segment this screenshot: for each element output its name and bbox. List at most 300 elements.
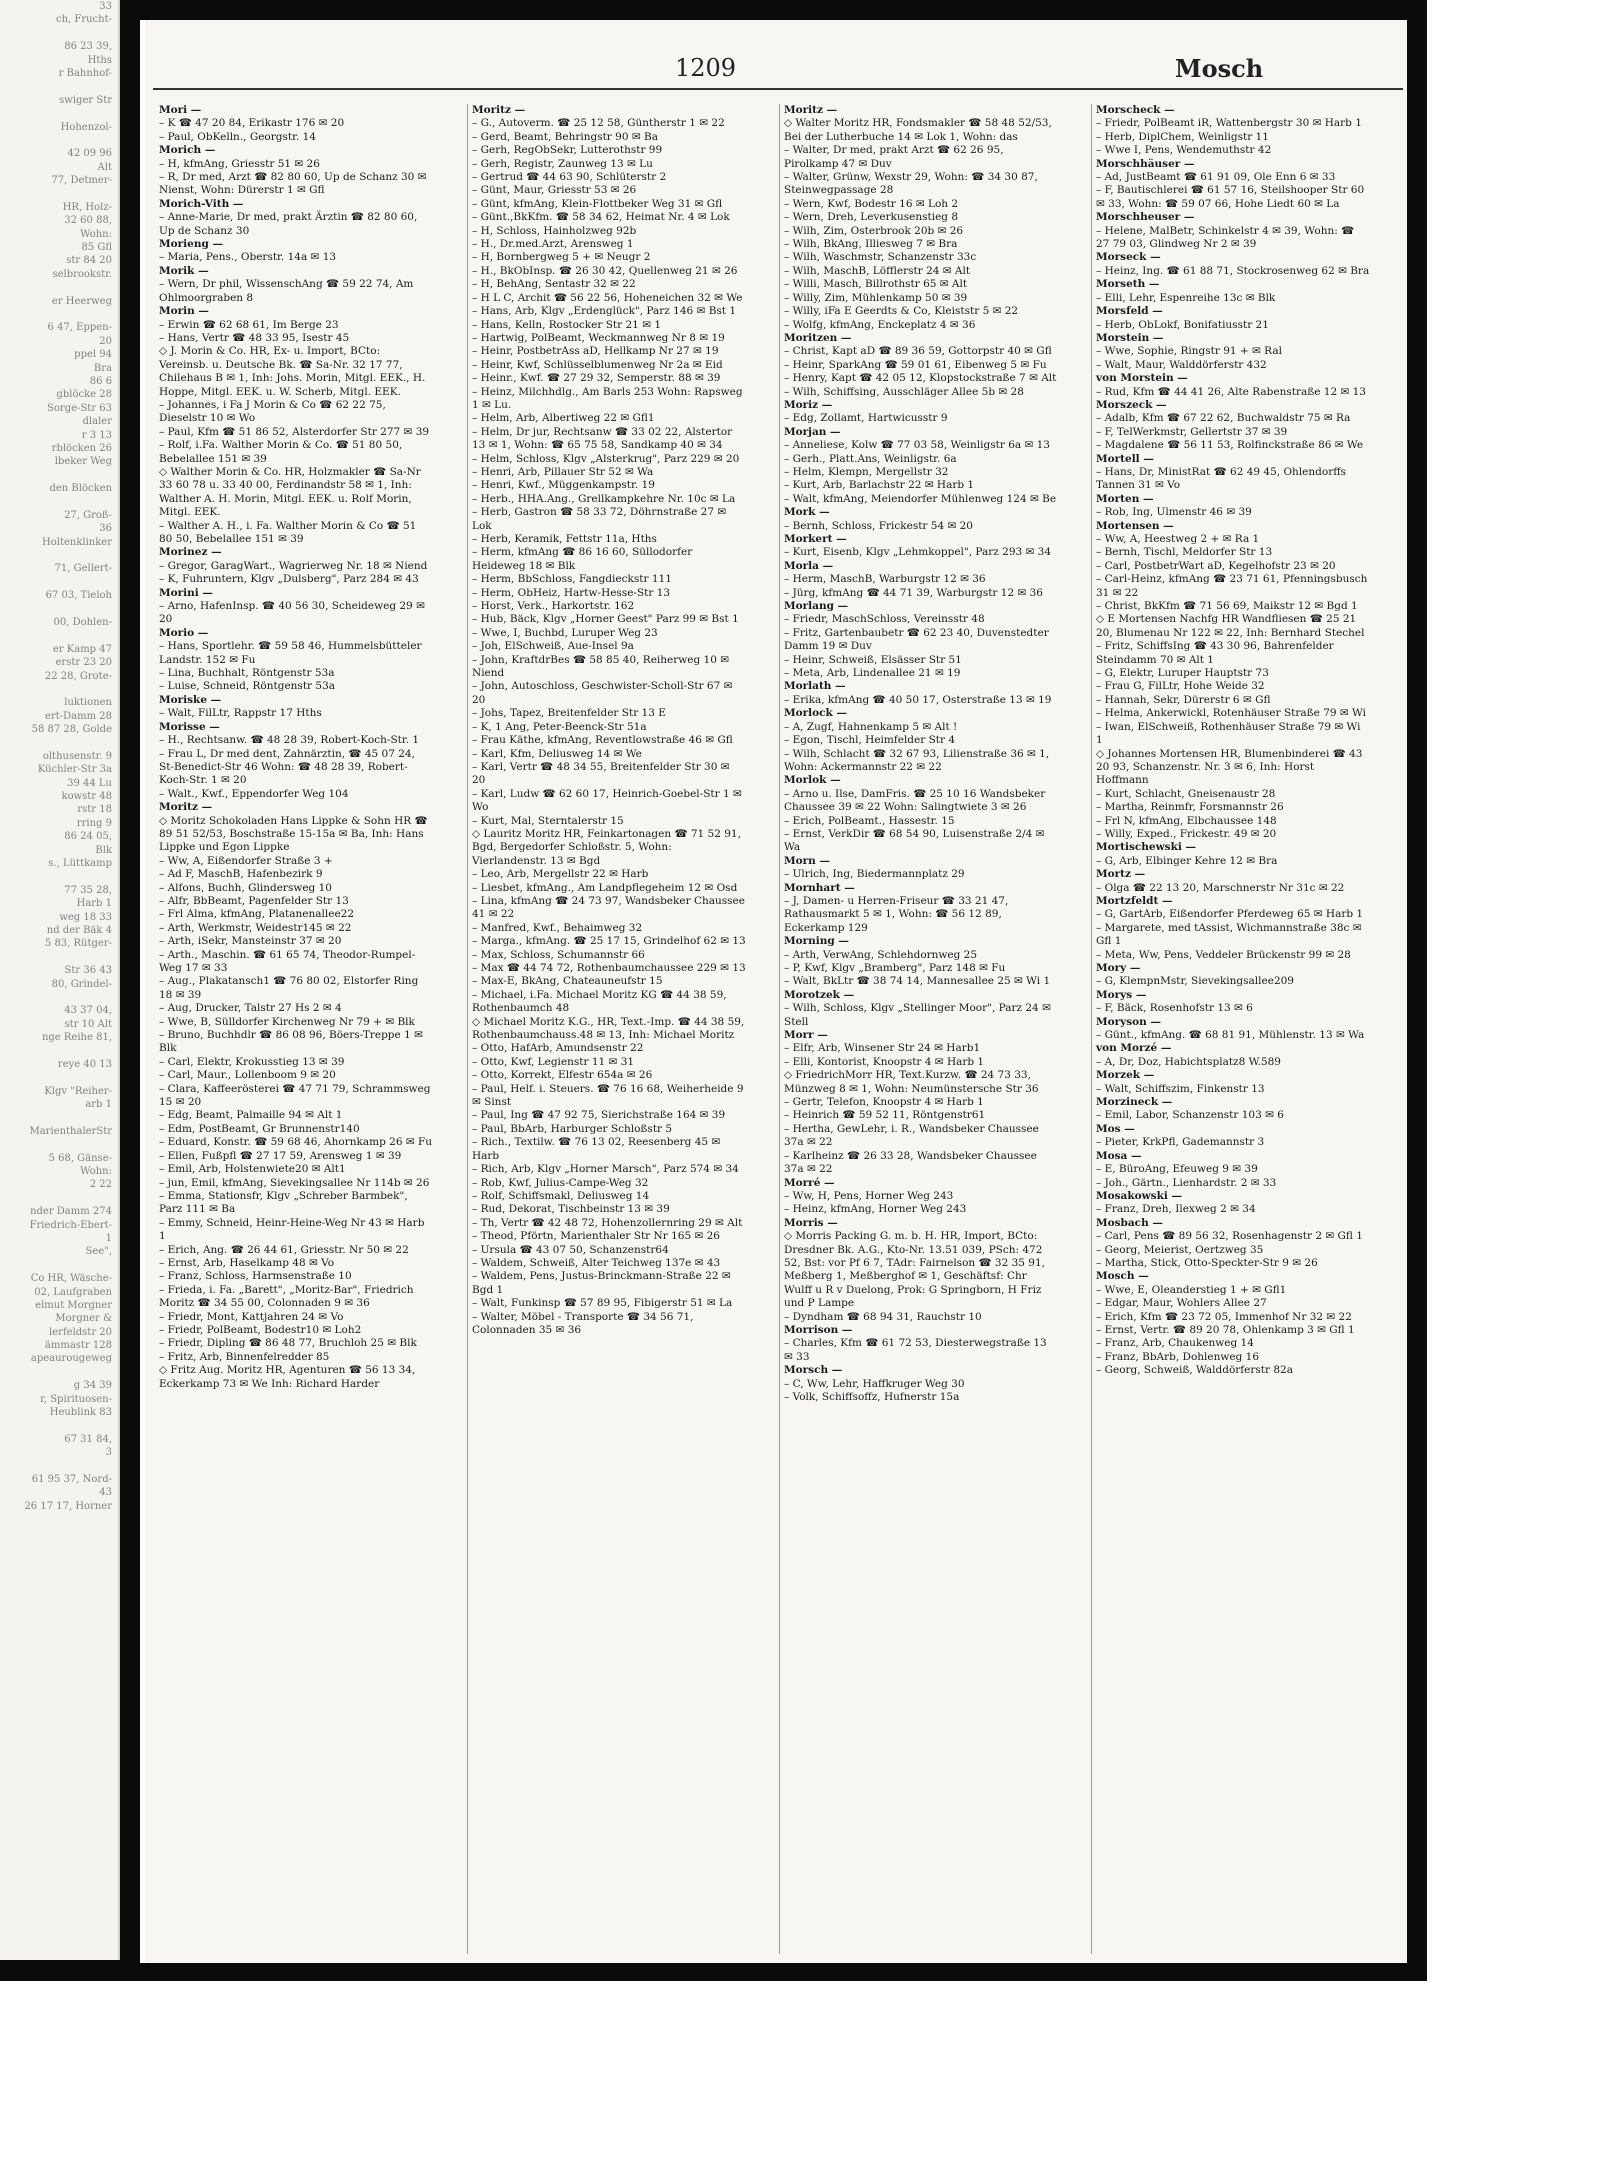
directory-heading: Mos — [1096, 1122, 1135, 1135]
adjacent-page-line: Hths [87, 54, 112, 66]
directory-heading: Morini — [159, 586, 213, 599]
directory-entry: – Alfons, Buchh, Glindersweg 10 [159, 881, 332, 894]
directory-entry: – Hannah, Sekr, Dürerstr 6 ✉ Gfl [1096, 693, 1271, 706]
adjacent-page-line: ch, Frucht- [56, 14, 112, 26]
directory-heading: Morkert — [784, 533, 847, 545]
adjacent-page-line: selbrookstr. [52, 268, 112, 280]
directory-entry: – F, Bautischlerei ☎ 61 57 16, Steilshooper Str 60 ✉ 33, Wohn: ☎ 59 07 66, Hohe Liedt 60 ✉ La [1096, 184, 1365, 210]
adjacent-page-line: 22 28, Grote- [44, 670, 112, 682]
adjacent-page-line: 02, Laufgraben [34, 1286, 112, 1298]
adjacent-page-line: 86 24 05, [64, 831, 112, 843]
directory-heading: Mortischewski — [1096, 841, 1196, 854]
directory-entry: – Joh, ElSchweiß, Aue-Insel 9a [472, 640, 634, 653]
adjacent-page-line [6, 736, 112, 749]
directory-entry: – Bernh, Tischl, Meldorfer Str 13 [1096, 546, 1273, 559]
directory-entry: – Emma, Stationsfr, Klgv „Schreber Barmbek", Parz 111 ✉ Ba [159, 1189, 408, 1216]
directory-entry: – Ursula ☎ 43 07 50, Schanzenstr64 [472, 1243, 669, 1256]
directory-entry: – Ellen, Fußpfl ☎ 27 17 59, Arensweg 1 ✉ 39 [159, 1149, 402, 1162]
directory-entry: – Herm, kfmAng ☎ 86 16 60, Süllodorfer Heideweg 18 ✉ Blk [472, 546, 693, 572]
directory-entry: – Hans, Kelln, Rostocker Str 21 ✉ 1 [472, 318, 662, 331]
adjacent-page-line: 32 60 88, [64, 215, 112, 227]
adjacent-page-line: kowstr 48 [61, 791, 112, 803]
directory-entry: – Ulrich, Ing, Biedermannplatz 29 [784, 868, 965, 881]
adjacent-page-line [6, 1460, 112, 1473]
directory-entry: – H, kfmAng, Griesstr 51 ✉ 26 [159, 157, 320, 170]
directory-heading: Mory — [1096, 962, 1141, 974]
directory-entry: – H L C, Archit ☎ 56 22 56, Hoheneichen 32 ✉ We [472, 291, 743, 304]
directory-entry: – Willy, Exped., Frickestr. 49 ✉ 20 [1096, 827, 1277, 840]
directory-entry: – Henri, Arb, Pillauer Str 52 ✉ Wa [472, 465, 654, 478]
adjacent-page-line: 86 6 [89, 375, 112, 387]
directory-entry: – Christ, Kapt aD ☎ 89 36 59, Gottorpstr 40 ✉ Gfl [784, 345, 1052, 358]
adjacent-page-line: 67 31 84, [64, 1433, 112, 1445]
directory-entry: – Heinr, Schweiß, Elsässer Str 51 [784, 653, 962, 666]
directory-heading: Morr — [784, 1029, 828, 1042]
directory-entry: – Johs, Tapez, Breitenfelder Str 13 E [472, 707, 666, 720]
directory-entry: – Franz, BbArb, Dohlenweg 16 [1096, 1350, 1260, 1363]
directory-heading: Morschheuser — [1096, 211, 1195, 224]
directory-entry: – Anne-Marie, Dr med, prakt Ärztin ☎ 82 80 60, Up de Schanz 30 [159, 211, 418, 237]
directory-entry: – Henry, Kapt ☎ 42 05 12, Klopstockstraße 7 ✉ Alt [784, 372, 1057, 385]
adjacent-page-line: ppel 94 [74, 349, 112, 361]
directory-entry: – Wwe I, Pens, Wendemuthstr 42 [1096, 144, 1272, 157]
directory-heading: Morrison — [784, 1323, 853, 1336]
directory-heading: Mosa — [1096, 1149, 1142, 1162]
directory-heading: von Morstein — [1096, 372, 1188, 385]
scan-border-bottom [0, 1963, 1427, 1981]
adjacent-page-line [6, 107, 112, 120]
directory-entry: – Erich, PolBeamt., Hassestr. 15 [784, 814, 955, 827]
directory-entry: – Waldem, Schweiß, Alter Teichweg 137e ✉ 43 [472, 1256, 721, 1269]
directory-entry: – Lina, Buchhalt, Röntgenstr 53a [159, 667, 335, 680]
directory-heading: Morseth — [1096, 278, 1160, 291]
directory-entry: – Wilh, MaschB, Löfflerstr 24 ✉ Alt [784, 264, 971, 277]
directory-entry: – Franz, Dreh, Ilexweg 2 ✉ 34 [1096, 1203, 1256, 1216]
directory-entry: – Rich., Textilw. ☎ 76 13 02, Reesenberg 45 ✉ Harb [472, 1136, 721, 1162]
adjacent-page-line [6, 683, 112, 696]
adjacent-page-line: olthusenstr. 9 [42, 750, 112, 762]
directory-entry: – Frau Käthe, kfmAng, Reventlowstraße 46 ✉ Gfl [472, 734, 733, 747]
adjacent-page-line: 5 83, Rütger- [44, 938, 112, 950]
adjacent-page-line: er Kamp 47 [52, 643, 112, 655]
header-rule [153, 88, 1403, 90]
directory-entry: – Karlheinz ☎ 26 33 28, Wandsbeker Chaussee 37a ✉ 22 [784, 1149, 1037, 1176]
directory-entry: – Th, Vertr ☎ 42 48 72, Hohenzollernring 29 ✉ Alt [472, 1216, 743, 1229]
directory-entry: – Hans, Arb, Klgv „Erdenglück", Parz 146 ✉ Bst 1 [472, 305, 737, 318]
directory-entry: – Lina, kfmAng ☎ 24 73 97, Wandsbeker Chaussee 41 ✉ 22 [472, 894, 745, 921]
directory-entry: – Karl, Ludw ☎ 62 60 17, Heinrich-Goebel-Str 1 ✉ Wo [472, 787, 742, 814]
directory-entry: – Max, Schloss, Schumannstr 66 [472, 948, 645, 961]
directory-entry: – Kurt, Eisenb, Klgv „Lehmkoppel", Parz 293 ✉ 34 [784, 546, 1052, 559]
directory-entry: – Willy, iFa E Geerdts & Co, Kleiststr 5 ✉ 22 [784, 305, 1019, 318]
directory-entry: – Frl N, kfmAng, Elbchaussee 148 [1096, 814, 1277, 827]
directory-entry: – Hartwig, PolBeamt, Weckmannweg Nr 8 ✉ 19 [472, 331, 725, 344]
directory-heading: Mortell — [1096, 452, 1154, 465]
adjacent-page-line: 77 35 28, [64, 884, 112, 896]
directory-entry: – Erich, Ang. ☎ 26 44 61, Griesstr. Nr 50 ✉ 22 [159, 1243, 409, 1256]
adjacent-page-line: 43 37 04, [64, 1005, 112, 1017]
directory-entry: – Walther A. H., i. Fa. Walther Morin & Co ☎ 51 80 50, Bebelallee 151 ✉ 39 [159, 519, 417, 545]
directory-entry: – Edgar, Maur, Wohlers Allee 27 [1096, 1297, 1267, 1310]
adjacent-page-line: 6 47, Eppen- [47, 322, 112, 334]
directory-entry: – E, BüroAng, Efeuweg 9 ✉ 39 [1096, 1163, 1258, 1176]
directory-entry: – K ☎ 47 20 84, Erikastr 176 ✉ 20 [159, 117, 345, 130]
directory-entry: – Herm, BbSchloss, Fangdieckstr 111 [472, 573, 672, 586]
adjacent-page-line: str 84 20 [66, 255, 112, 267]
adjacent-page-line [6, 495, 112, 508]
adjacent-page-line: Wohn: [80, 228, 112, 240]
directory-heading: Mosch — [1096, 1270, 1149, 1283]
directory-heading: Morlang — [784, 600, 849, 613]
directory-entry: – Meta, Ww, Pens, Veddeler Brückenstr 99 ✉ 28 [1096, 948, 1351, 961]
directory-entry: – Carl, Pens ☎ 89 56 32, Rosenhagenstr 2 ✉ Gfl 1 [1096, 1230, 1363, 1243]
directory-entry: – Helm, Arb, Albertiweg 22 ✉ Gfl1 [472, 412, 655, 425]
adjacent-page-line [6, 1366, 112, 1379]
directory-heading: Morio — [159, 626, 209, 639]
adjacent-page-line: Harb 1 [76, 898, 112, 910]
directory-entry: – Günt, Maur, Griesstr 53 ✉ 26 [472, 184, 637, 197]
directory-entry: – Hertha, GewLehr, i. R., Wandsbeker Chaussee 37a ✉ 22 [784, 1122, 1039, 1149]
directory-entry: ◇ Morris Packing G. m. b. H. HR, Import, BCto: Dresdner Bk. A.G., Kto-Nr. 13.51 039, PSch: 472 52, Bst: vor Pf 6 7, TAdr: Fairnelson ☎ 32 35 91, Meßberg 1, Meßberghof ✉ 1, Geschäftsf: Chr Wulff u R v Duelong, Prok: G Springborn, H Friz und P Lampe [784, 1230, 1046, 1310]
directory-heading: Morscheck — [1096, 104, 1175, 116]
directory-entry: – Henri, Kwf., Müggenkampstr. 19 [472, 479, 655, 492]
adjacent-page-line: nder Damm 274 [30, 1206, 112, 1218]
directory-entry: – Pieter, KrkPfl, Gademannstr 3 [1096, 1136, 1265, 1149]
directory-heading: Morlock — [784, 707, 847, 720]
directory-entry: ◇ J. Morin & Co. HR, Ex- u. Import, BCto: Vereinsb. u. Deutsche Bk. ☎ Sa-Nr. 32 17 77, Chilehaus B ✉ 1, Inh: Johs. Morin, Mitgl. EEK., H. Hoppe, Mitgl. EEK. u. W. Scherb, Mitgl. EEK. [159, 345, 426, 398]
directory-heading: Moritz — [784, 104, 838, 116]
directory-heading: Morszeck — [1096, 398, 1167, 411]
directory-entry: – Frau L, Dr med dent, Zahnärztin, ☎ 45 07 24, St-Benedict-Str 46 Wohn: ☎ 48 28 39, Robert-Koch-Str. 1 ✉ 20 [159, 747, 415, 787]
directory-heading: Morotzek — [784, 988, 855, 1001]
directory-entry: – Walter, Dr med, prakt Arzt ☎ 62 26 95, Pirolkamp 47 ✉ Duv [784, 144, 1004, 170]
directory-entry: – Walt, Maur, Walddörferstr 432 [1096, 358, 1267, 371]
directory-entry: – Friedr, PolBeamt iR, Wattenbergstr 30 ✉ Harb 1 [1096, 117, 1362, 130]
directory-entry: – Ernst, Vertr. ☎ 89 20 78, Ohlenkamp 3 ✉ Gfl 1 [1096, 1323, 1355, 1336]
adjacent-page-line: 26 17 17, Horner [24, 1500, 112, 1512]
directory-heading: Morré — [784, 1176, 835, 1189]
directory-entry: – Maria, Pens., Oberstr. 14a ✉ 13 [159, 251, 337, 264]
directory-heading: Moriz — [784, 398, 833, 411]
directory-entry: – Arth, iSekr, Mansteinstr 37 ✉ 20 [159, 935, 342, 948]
directory-entry: – Helene, MalBetr, Schinkelstr 4 ✉ 39, Wohn: ☎ 27 79 03, Glindweg Nr 2 ✉ 39 [1096, 224, 1355, 251]
directory-entry: – Kurt, Arb, Barlachstr 22 ✉ Harb 1 [784, 479, 975, 492]
adjacent-page-line [6, 576, 112, 589]
directory-heading: Morlath — [784, 680, 846, 693]
directory-entry: – Otto, Korrekt, Elfestr 654a ✉ 26 [472, 1069, 653, 1082]
directory-entry: – Kurt, Schlacht, Gneisenaustr 28 [1096, 787, 1276, 800]
directory-entry: – Friedr, MaschSchloss, Vereinsstr 48 [784, 613, 985, 626]
adjacent-page-line: 80, Grindel- [51, 978, 112, 990]
directory-entry: – Walt, kfmAng, Meiendorfer Mühlenweg 124 ✉ Be [784, 492, 1057, 505]
adjacent-page-line [6, 187, 112, 200]
column-1 [155, 104, 437, 1954]
directory-entry: – Adalb, Kfm ☎ 67 22 62, Buchwaldstr 75 ✉ Ra [1096, 412, 1351, 425]
directory-entry: – Herb, Gastron ☎ 58 33 72, Döhrnstraße 27 ✉ Lok [472, 506, 727, 532]
directory-entry: – Meta, Arb, Lindenallee 21 ✉ 19 [784, 667, 961, 680]
directory-entry: – Waldem, Pens, Justus-Brinckmann-Straße 22 ✉ Bgd 1 [472, 1270, 731, 1296]
directory-entry: – Bruno, Buchhdlr ☎ 86 08 96, Böers-Treppe 1 ✉ Blk [159, 1029, 423, 1055]
directory-entry: – Günt., kfmAng. ☎ 68 81 91, Mühlenstr. 13 ✉ Wa [1096, 1029, 1365, 1042]
adjacent-page-line: 36 [99, 523, 112, 535]
directory-entry: – Ad F, MaschB, Hafenbezirk 9 [159, 868, 323, 881]
directory-entry: – G., Autoverm. ☎ 25 12 58, Güntherstr 1 ✉ 22 [472, 117, 725, 130]
directory-entry: – Walt, Funkinsp ☎ 57 89 95, Fibigerstr 51 ✉ La [472, 1297, 733, 1310]
directory-entry: – Erich, Kfm ☎ 23 72 05, Immenhof Nr 32 ✉ 22 [1096, 1310, 1352, 1323]
directory-entry: – Wwe, B, Sülldorfer Kirchenweg Nr 79 + ✉ Blk [159, 1015, 415, 1028]
directory-entry: – H, Bornbergweg 5 + ✉ Neugr 2 [472, 251, 651, 264]
adjacent-page-line [6, 469, 112, 482]
directory-entry: – Heinr., Kwf. ☎ 27 29 32, Semperstr. 88 ✉ 39 [472, 372, 721, 385]
directory-entry: – Frl Alma, kfmAng, Platanenallee22 [159, 908, 355, 921]
scan-border-right [1407, 0, 1427, 1980]
directory-entry: – Horst, Verk., Harkortstr. 162 [472, 600, 635, 613]
adjacent-page-line: Morgner & [55, 1313, 112, 1325]
directory-entry: – Gerh, Registr, Zaunweg 13 ✉ Lu [472, 157, 653, 170]
directory-entry: – A, Dr, Doz, Habichtsplatz8 W.589 [1096, 1055, 1281, 1068]
directory-heading: Mosbach — [1096, 1216, 1163, 1229]
directory-entry: – Frau G, FilLtr, Hohe Weide 32 [1096, 680, 1265, 693]
directory-entry: – Hub, Bäck, Klgv „Horner Geest" Parz 99 ✉ Bst 1 [472, 613, 739, 626]
directory-entry: – Wern, Dr phil, WissenschAng ☎ 59 22 74, Am Ohlmoorgraben 8 [159, 278, 414, 304]
directory-entry: – R, Dr med, Arzt ☎ 82 80 60, Up de Schanz 30 ✉ Nienst, Wohn: Dürerstr 1 ✉ Gfl [159, 171, 427, 197]
adjacent-page-line [6, 1044, 112, 1057]
adjacent-page-line [6, 27, 112, 40]
directory-entry: – Helma, Ankerwickl, Rotenhäuser Straße 79 ✉ Wi [1096, 707, 1366, 720]
directory-heading: Morstein — [1096, 331, 1164, 344]
adjacent-page-line: 1 [105, 1232, 112, 1244]
directory-entry: – J, Damen- u Herren-Friseur ☎ 33 21 47, Rathausmarkt 5 ✉ 1, Wohn: ☎ 56 12 89, Eckerkamp 129 [784, 894, 1009, 934]
directory-entry: – Luise, Schneid, Röntgenstr 53a [159, 680, 336, 693]
directory-entry: – Walter, Möbel - Transporte ☎ 34 56 71, Colonnaden 35 ✉ 36 [472, 1310, 694, 1336]
directory-entry: – Wern, Dreh, Leverkusenstieg 8 [784, 211, 959, 224]
directory-entry: – Christ, BkKfm ☎ 71 56 69, Maikstr 12 ✉ Bgd 1 [1096, 600, 1358, 613]
directory-entry: – Wilh, Schloss, Klgv „Stellinger Moor", Parz 24 ✉ Stell [784, 1002, 1051, 1028]
directory-entry: – Karl, Vertr ☎ 48 34 55, Breitenfelder Str 30 ✉ 20 [472, 760, 730, 787]
adjacent-page-line: Alt [97, 161, 112, 173]
directory-entry: – G, Arb, Elbinger Kehre 12 ✉ Bra [1096, 854, 1278, 867]
directory-entry: – Joh., Gärtn., Lienhardstr. 2 ✉ 33 [1096, 1176, 1277, 1189]
running-head: Mosch [1175, 54, 1264, 83]
directory-heading: Moritz — [472, 104, 526, 116]
adjacent-page-line [6, 1071, 112, 1084]
directory-entry: – Helm, Dr jur, Rechtsanw ☎ 33 02 22, Alstertor 13 ✉ 1, Wohn: ☎ 65 75 58, Sandkamp 40 ✉ 34 [472, 425, 733, 452]
directory-entry: – Elli, Lehr, Espenreihe 13c ✉ Blk [1096, 291, 1276, 304]
adjacent-page-line: den Blöcken [49, 483, 112, 495]
directory-heading: Mortensen — [1096, 519, 1174, 532]
adjacent-page-line: 61 95 37, Nord- [31, 1473, 112, 1485]
directory-entry: – Frieda, i. Fa. „Barett", „Moritz-Bar", Friedrich Moritz ☎ 34 55 00, Colonnaden 9 ✉ 36 [159, 1283, 414, 1310]
directory-heading: von Morzé — [1096, 1042, 1172, 1055]
directory-entry: – Hans, Sportlehr. ☎ 59 58 46, Hummelsbütteler Landstr. 152 ✉ Fu [159, 640, 422, 666]
directory-entry: – Wwe, E, Oleanderstieg 1 + ✉ Gfl1 [1096, 1283, 1287, 1296]
directory-heading: Moriske — [159, 693, 222, 706]
directory-entry: – H., Dr.med.Arzt, Arensweg 1 [472, 238, 634, 251]
directory-entry: – Gertrud ☎ 44 63 90, Schlüterstr 2 [472, 171, 667, 184]
directory-entry: – Heinrich ☎ 59 52 11, Röntgenstr61 [784, 1109, 986, 1122]
directory-entry: – Paul, Helf. i. Steuers. ☎ 76 16 68, Weiherheide 9 ✉ Sinst [472, 1082, 744, 1109]
directory-entry: – Manfred, Kwf., Behaimweg 32 [472, 921, 643, 934]
directory-entry: – Alfr, BbBeamt, Pagenfelder Str 13 [159, 894, 349, 907]
directory-entry: – Fritz, SchiffsIng ☎ 43 30 96, Bahrenfelder Steindamm 70 ✉ Alt 1 [1096, 640, 1334, 666]
directory-entry: – P, Kwf, Klgv „Bramberg", Parz 148 ✉ Fu [784, 962, 1006, 974]
directory-heading: Morik — [159, 264, 209, 277]
page-number: 1209 [675, 54, 737, 82]
directory-entry: ◇ E Mortensen Nachfg HR Wandfliesen ☎ 25 21 20, Blumenau Nr 122 ✉ 22, Inh: Bernhard Stechel [1096, 613, 1365, 639]
adjacent-page-line [6, 1419, 112, 1432]
directory-entry: ◇ Walter Moritz HR, Fondsmakler ☎ 58 48 52/53, Bei der Lutherbuche 14 ✉ Lok 1, Wohn: das [784, 117, 1052, 143]
directory-entry: – Rob, Ing, Ulmenstr 46 ✉ 39 [1096, 506, 1252, 519]
adjacent-page-line: See", [85, 1246, 112, 1258]
directory-entry: – C, Ww, Lehr, Haffkruger Weg 30 [784, 1377, 965, 1390]
directory-entry: – Walter, Grünw, Wexstr 29, Wohn: ☎ 34 30 87, Steinwegpassage 28 [784, 171, 1038, 197]
directory-entry: – Otto, HafArb, Amundsenstr 22 [472, 1042, 644, 1055]
directory-entry: – Arth, VerwAng, Schlehdornweg 25 [784, 948, 978, 961]
directory-entry: – Hans, Dr, MinistRat ☎ 62 49 45, Ohlendorffs Tannen 31 ✉ Vo [1096, 465, 1347, 492]
directory-heading: Morning — [784, 935, 849, 948]
adjacent-page-line: nge Reihe 81, [41, 1032, 112, 1044]
directory-entry: – Friedr, PolBeamt, Bodestr10 ✉ Loh2 [159, 1323, 362, 1336]
directory-heading: Morschhäuser — [1096, 157, 1195, 170]
directory-entry: – Edg, Zollamt, Hartwicusstr 9 [784, 412, 948, 425]
directory-entry: – Friedr, Mont, Kattjahren 24 ✉ Vo [159, 1310, 344, 1323]
adjacent-page-line: dlaler [82, 416, 112, 428]
adjacent-page-line: Küchler-Str 3a [37, 764, 112, 776]
directory-entry: – Helm, Schloss, Klgv „Alsterkrug", Parz 229 ✉ 20 [472, 452, 740, 465]
adjacent-page-line: 67 03, Tieloh [45, 590, 112, 602]
adjacent-page-line: nd der Bäk 4 [46, 924, 112, 936]
directory-entry: – Carl-Heinz, kfmAng ☎ 23 71 61, Pfenningsbusch 31 ✉ 22 [1096, 573, 1368, 599]
directory-heading: Morsfeld — [1096, 305, 1163, 318]
directory-entry: – Ww, H, Pens, Horner Weg 243 [784, 1189, 954, 1202]
adjacent-page-line: 33 [99, 1, 112, 12]
directory-heading: Mork — [784, 506, 830, 519]
directory-entry: – Ernst, Arb, Haselkamp 48 ✉ Vo [159, 1256, 335, 1269]
directory-entry: – Ww, A, Eißendorfer Straße 3 + [159, 854, 333, 867]
directory-heading: Morys — [1096, 988, 1147, 1001]
adjacent-page-line [6, 629, 112, 642]
directory-entry: – Wilh, Schiffsing, Ausschläger Allee 5b ✉ 28 [784, 385, 1024, 398]
adjacent-page-line: er Heerweg [51, 295, 112, 307]
directory-entry: – H., Rechtsanw. ☎ 48 28 39, Robert-Koch-Str. 1 [159, 734, 420, 747]
adjacent-page-line: Hohenzol- [60, 121, 112, 133]
directory-entry: – Egon, Tischl, Heimfelder Str 4 [784, 734, 956, 747]
directory-entry: – Walt., Kwf., Eppendorfer Weg 104 [159, 787, 349, 800]
column-2 [467, 104, 750, 1954]
directory-entry: – Gerh., Platt.Ans, Weinligstr. 6a [784, 452, 957, 465]
adjacent-page-line: Bra [93, 362, 112, 374]
adjacent-page-line [6, 549, 112, 562]
directory-entry: – Karl, Kfm, Deliusweg 14 ✉ We [472, 747, 642, 760]
directory-entry: – Elli, Kontorist, Knoopstr 4 ✉ Harb 1 [784, 1055, 985, 1068]
adjacent-page-line: 39 44 Lu [67, 777, 112, 789]
directory-entry: – Carl, Elektr, Krokusstieg 13 ✉ 39 [159, 1055, 345, 1068]
directory-heading: Morseck — [1096, 251, 1161, 264]
directory-entry: – A, Zugf, Hahnenkamp 5 ✉ Alt ! [784, 720, 958, 733]
adjacent-page-line: Holtenklinker [42, 536, 112, 548]
adjacent-page-line: Friedrich-Ebert- [29, 1219, 112, 1231]
adjacent-page-line [6, 1259, 112, 1272]
adjacent-page-line [6, 991, 112, 1004]
adjacent-page-line: r, Spirituosen- [40, 1393, 112, 1405]
directory-entry: – Emmy, Schneid, Heinr-Heine-Weg Nr 43 ✉ Harb 1 [159, 1216, 425, 1243]
adjacent-page-line: r 3 13 [81, 429, 112, 441]
adjacent-page-line: reye 40 13 [57, 1058, 112, 1070]
adjacent-page-line: rring 9 [76, 817, 112, 829]
directory-heading: Morn — [784, 854, 830, 867]
directory-entry: – Herb, Keramik, Fettstr 11a, Hths [472, 533, 657, 545]
adjacent-page-line: 20 [99, 335, 112, 347]
directory-entry: – Heinz, kfmAng, Horner Weg 243 [784, 1203, 967, 1216]
directory-entry: – G, KlempnMstr, Sievekingsallee209 [1096, 975, 1294, 988]
adjacent-page-line: ert-Damm 28 [45, 710, 112, 722]
directory-entry: – Olga ☎ 22 13 20, Marschnerstr Nr 31c ✉ 22 [1096, 881, 1345, 894]
adjacent-page-line: arb 1 [85, 1099, 112, 1111]
directory-entry: – Georg, Schweiß, Walddörferstr 82a [1096, 1364, 1293, 1377]
adjacent-page-line: rblöcken 26 [51, 442, 112, 454]
directory-heading: Morieng — [159, 238, 223, 251]
directory-entry: – Max-E, BkAng, Chateauneufstr 15 [472, 975, 663, 988]
adjacent-page-line: 58 87 28, Golde [31, 724, 112, 736]
directory-entry: – Clara, Kaffeerösterei ☎ 47 71 79, Schrammsweg 15 ✉ 20 [159, 1082, 431, 1109]
adjacent-page-line: swiger Str [59, 94, 112, 106]
directory-heading: Mortzfeldt — [1096, 894, 1173, 907]
directory-entry: – Michael, i.Fa. Michael Moritz KG ☎ 44 38 59, Rothenbaumch 48 [472, 988, 727, 1015]
directory-entry: – Magdalene ☎ 56 11 53, Rolfinckstraße 86 ✉ We [1096, 439, 1364, 452]
directory-entry: – Paul, Ing ☎ 47 92 75, Sierichstraße 164 ✉ 39 [472, 1109, 726, 1122]
adjacent-page-line: ämmastr 128 [44, 1340, 112, 1352]
adjacent-page-line: 5 68, Gänse- [48, 1152, 112, 1164]
directory-entry: – Rolf, i.Fa. Walther Morin & Co. ☎ 51 80 50, Bebelallee 151 ✉ 39 [159, 439, 403, 465]
directory-entry: – Wilh, Zim, Osterbrook 20b ✉ 26 [784, 224, 964, 237]
directory-entry: – Herm, ObHeiz, Hartw-Hesse-Str 13 [472, 586, 671, 599]
directory-entry: – Volk, Schiffsoffz, Hufnerstr 15a [784, 1391, 960, 1403]
directory-entry: – Bernh, Schloss, Frickestr 54 ✉ 20 [784, 519, 973, 532]
directory-heading: Mornhart — [784, 881, 855, 894]
directory-entry: – Jürg, kfmAng ☎ 44 71 39, Warburgstr 12 ✉ 36 [784, 586, 1043, 599]
directory-entry: – John, KraftdrBes ☎ 58 85 40, Reiherweg 10 ✉ Niend [472, 653, 730, 680]
adjacent-page-line: Sorge-Str 63 [47, 402, 112, 414]
directory-entry: – Georg, Meierist, Oertzweg 35 [1096, 1243, 1264, 1256]
directory-entry: – Hans, Vertr ☎ 48 33 95, Isestr 45 [159, 331, 350, 344]
directory-entry: – Gerd, Beamt, Behringstr 90 ✉ Ba [472, 130, 658, 143]
directory-entry: – K, 1 Ang, Peter-Beenck-Str 51a [472, 720, 647, 733]
directory-heading: Moritzen — [784, 331, 852, 344]
directory-entry: – Erwin ☎ 62 68 61, Im Berge 23 [159, 318, 339, 331]
adjacent-page-line: weg 18 33 [59, 911, 112, 923]
adjacent-page-line: Blk [95, 844, 112, 856]
directory-heading: Morzek — [1096, 1069, 1155, 1082]
directory-entry: – Rich, Arb, Klgv „Horner Marsch", Parz 574 ✉ 34 [472, 1163, 739, 1176]
directory-entry: – Theod, Pförtn, Marienthaler Str Nr 165 ✉ 26 [472, 1230, 720, 1243]
adjacent-page-line: 00, Dohlen- [53, 616, 112, 628]
directory-entry: – Ad, JustBeamt ☎ 61 91 09, Ole Enn 6 ✉ 33 [1096, 171, 1336, 184]
directory-entry: ◇ Lauritz Moritz HR, Feinkartonagen ☎ 71 52 91, Bgd, Bergedorfer Schloßstr. 5, Wohn: Vierlandenstr. 13 ✉ Bgd [472, 827, 741, 867]
column-4 [1091, 104, 1374, 1954]
directory-entry: – Ww, A, Heestweg 2 + ✉ Ra 1 [1096, 533, 1260, 545]
directory-entry: – Heinr, SparkAng ☎ 59 01 61, Eibenweg 5 ✉ Fu [784, 358, 1047, 371]
adjacent-page-text [0, 0, 120, 1960]
directory-entry: – Herb, ObLokf, Bonifatiusstr 21 [1096, 318, 1269, 331]
directory-entry: – Margarete, med tAssist, Wichmannstraße 38c ✉ Gfl 1 [1096, 921, 1362, 948]
directory-entry: – Paul, BbArb, Harburger Schloßstr 5 [472, 1122, 673, 1135]
directory-entry: – Emil, Labor, Schanzenstr 103 ✉ 6 [1096, 1109, 1284, 1122]
directory-entry: – Charles, Kfm ☎ 61 72 53, Diesterwegstraße 13 ✉ 33 [784, 1337, 1047, 1363]
directory-entry: – Arth, Werkmstr, Weidestr145 ✉ 22 [159, 921, 352, 934]
directory-columns [155, 104, 1405, 1954]
directory-entry: ◇ Johannes Mortensen HR, Blumenbinderei ☎ 43 20 93, Schanzenstr. Nr. 3 ✉ 6, Inh: Horst Hoffmann [1096, 747, 1363, 787]
directory-entry: – Fritz, Arb, Binnenfelredder 85 [159, 1350, 330, 1363]
